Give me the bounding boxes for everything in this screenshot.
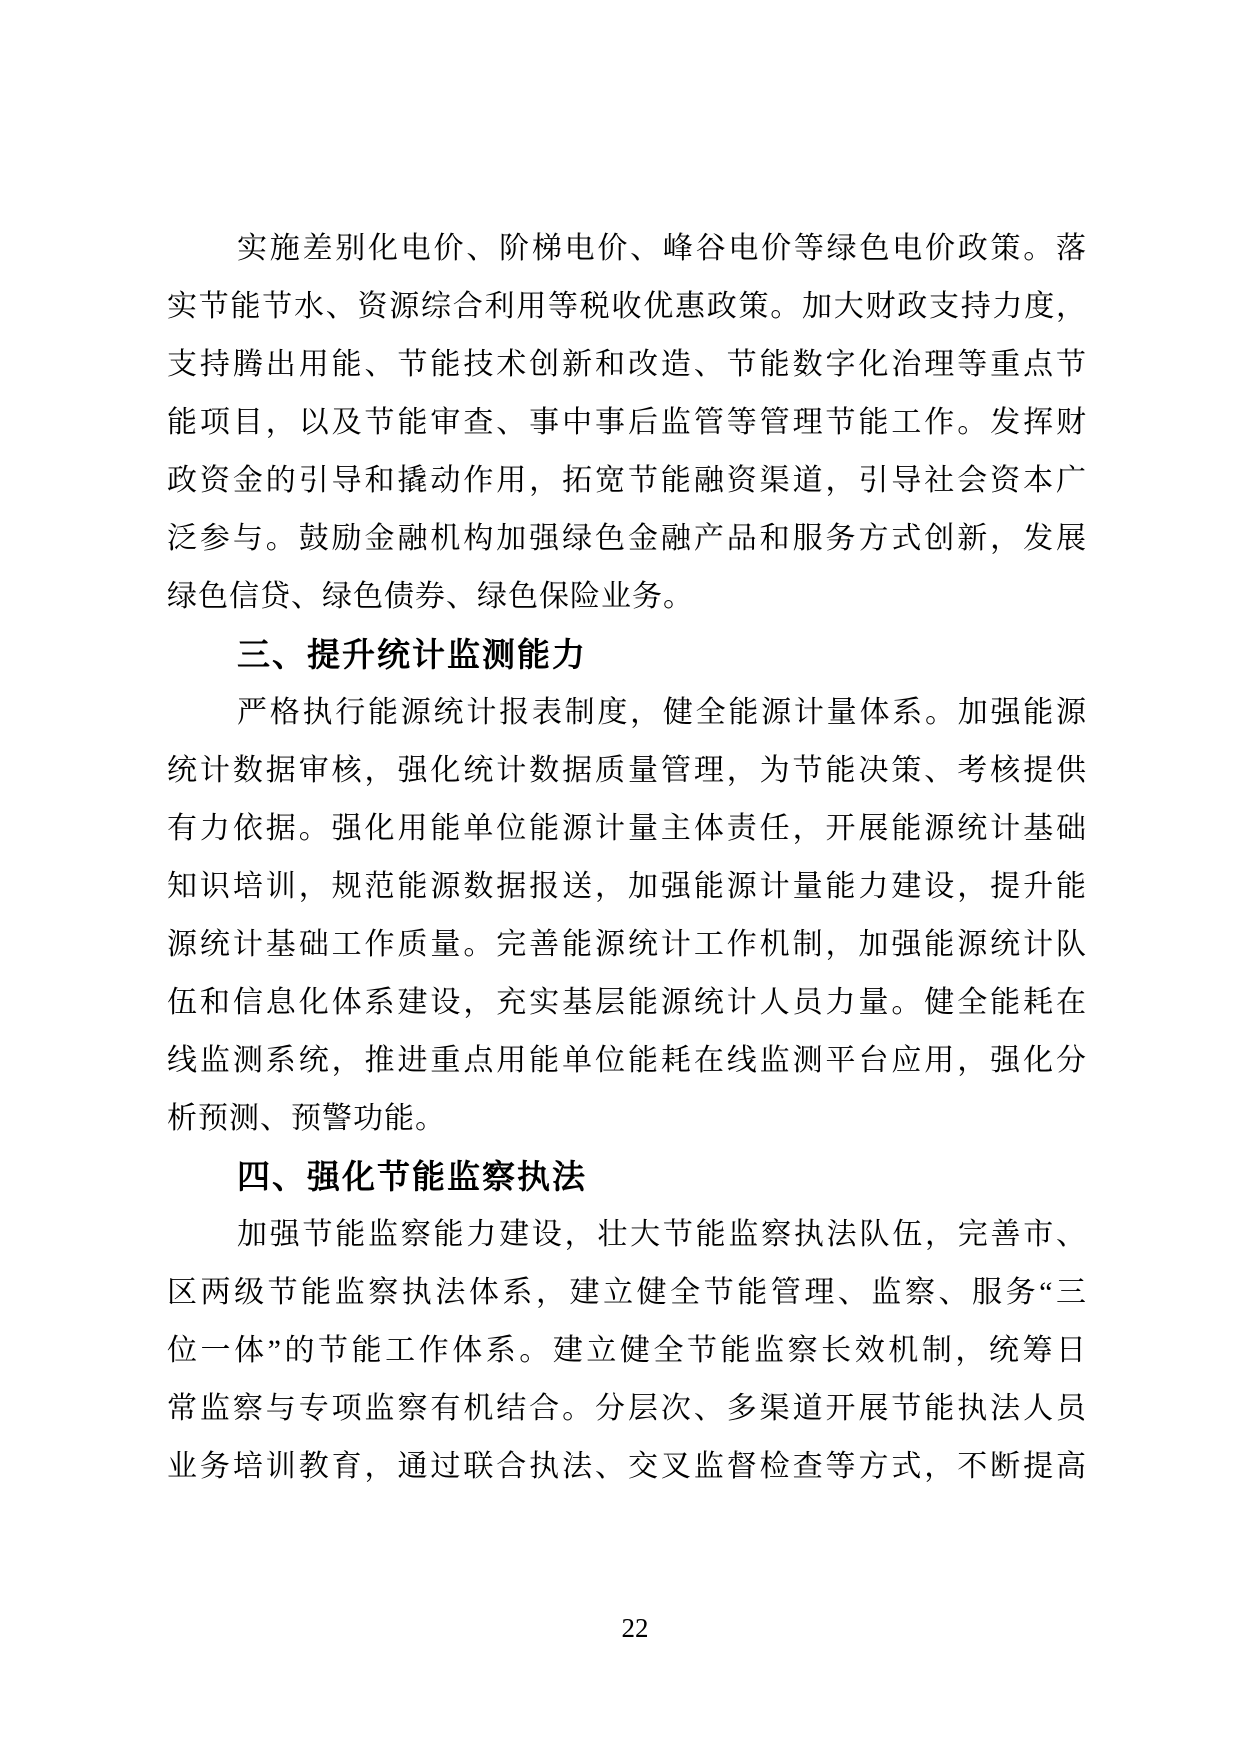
page-number: 22 bbox=[621, 1613, 649, 1643]
text-line: 加强节能监察能力建设，壮大节能监察执法队伍，完善市、 bbox=[237, 1218, 1087, 1251]
paragraph bbox=[167, 1206, 1087, 1496]
text-line: 政资金的引导和撬动作用，拓宽节能融资渠道，引导社会资本广 bbox=[167, 464, 1087, 497]
text-line: 业务培训教育，通过联合执法、交叉监督检查等方式，不断提高 bbox=[167, 1450, 1087, 1483]
text-line: 严格执行能源统计报表制度，健全能源计量体系。加强能源 bbox=[237, 696, 1087, 729]
text-line: 统计数据审核，强化统计数据质量管理，为节能决策、考核提供 bbox=[167, 754, 1087, 787]
text-line: 泛参与。鼓励金融机构加强绿色金融产品和服务方式创新，发展 bbox=[167, 522, 1087, 555]
section-heading-4: 四、强化节能监察执法 bbox=[237, 1158, 587, 1195]
text-line: 实施差别化电价、阶梯电价、峰谷电价等绿色电价政策。落 bbox=[237, 232, 1087, 265]
text-line: 源统计基础工作质量。完善能源统计工作机制，加强能源统计队 bbox=[167, 928, 1087, 961]
paragraph bbox=[167, 220, 1087, 626]
text-line: 线监测系统，推进重点用能单位能耗在线监测平台应用，强化分 bbox=[167, 1044, 1087, 1077]
page-body-text bbox=[167, 220, 1087, 1496]
text-line: 常监察与专项监察有机结合。分层次、多渠道开展节能执法人员 bbox=[167, 1392, 1087, 1425]
text-line: 析预测、预警功能。 bbox=[167, 1102, 446, 1135]
text-line: 支持腾出用能、节能技术创新和改造、节能数字化治理等重点节 bbox=[167, 348, 1087, 381]
text-line: 实节能节水、资源综合利用等税收优惠政策。加大财政支持力度， bbox=[167, 290, 1087, 323]
text-line: 知识培训，规范能源数据报送，加强能源计量能力建设，提升能 bbox=[167, 870, 1087, 903]
paragraph bbox=[167, 684, 1087, 1148]
text-line: 位一体”的节能工作体系。建立健全节能监察长效机制，统筹日 bbox=[167, 1334, 1087, 1367]
text-line: 能项目，以及节能审查、事中事后监管等管理节能工作。发挥财 bbox=[167, 406, 1087, 439]
section-heading-3: 三、提升统计监测能力 bbox=[237, 636, 587, 673]
text-line: 绿色信贷、绿色债券、绿色保险业务。 bbox=[167, 580, 694, 613]
text-line: 伍和信息化体系建设，充实基层能源统计人员力量。健全能耗在 bbox=[167, 986, 1087, 1019]
text-line: 有力依据。强化用能单位能源计量主体责任，开展能源统计基础 bbox=[167, 812, 1087, 845]
text-line: 区两级节能监察执法体系，建立健全节能管理、监察、服务“三 bbox=[167, 1276, 1087, 1309]
